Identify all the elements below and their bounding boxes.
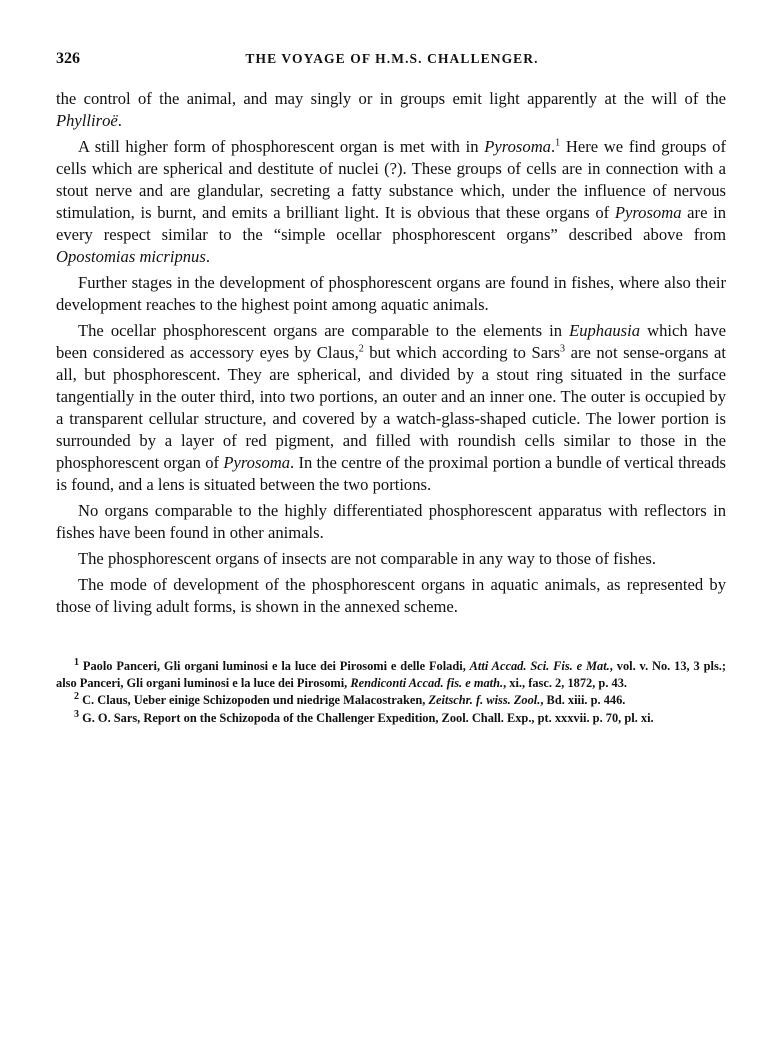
paragraph-5: No organs comparable to the highly differentiated phosphorescent apparatus with reflectors in fishes have been found in other animals. [56,501,726,542]
paragraph-7: The mode of development of the phosphorescent organs in aquatic animals, as represented by those of living adult forms, is shown in the annexed scheme. [56,575,726,616]
footnote-ref-2: 2 [358,343,364,355]
footnote-ref-1: 1 [555,137,561,149]
paragraph-4: The ocellar phosphorescent organs are comparable to the elements in Euphausia which have been considered as accessory eyes by Claus,$^2$ but which according to Sars$^3$ are not sense-organs at all, but phosphorescent. They are spherical, and divided by a stout ring situated in the surface tangentially in the outer third, into two portions, an outer and an inner one. The outer is occupied by a transparent cellular structure, and covered by a watch-glass-shaped cuticle. The lower portion is surrounded by a layer of red pigment, and filled with roundish cells similar to those in the phosphorescent organ of Pyrosoma. In the centre of the proximal portion a bundle of vertical threads is found, and a lens is situated between the two portions. [56,321,727,494]
footnote-2: $^2$ C. Claus, Ueber einige Schizopoden und niedrige Malacostraken, Zeitschr. f. wiss. Zool., Bd. xiii. p. 446. [74,690,626,707]
footnote-ref-3: 3 [560,343,566,355]
paragraph-3: Further stages in the development of phosphorescent organs are found in fishes, where also their development reaches to the highest point among aquatic animals. [56,273,726,314]
running-title: THE VOYAGE OF H.M.S. CHALLENGER. [245,51,539,66]
paragraph-1: the control of the animal, and may singly or in groups emit light apparently at the will of the Phyllirоë. [56,89,726,130]
paragraph-2: A still higher form of phosphorescent organ is met with in Pyrosoma.$^1$ Here we find groups of cells which are spherical and destitute of nuclei (?). These groups of cells are in connection with a stout nerve and are glandular, secreting a fatty substance which, under the influence of nervous stimulation, is burnt, and emits a brilliant light. It is obvious that these organs of Pyrosoma are in every respect similar to the “simple ocellar phosphorescent organs” described above from Opostomias micripnus. [56,137,726,266]
paragraph-6: The phosphorescent organs of insects are not comparable in any way to those of fishes. [78,549,657,568]
footnotes [56,658,726,727]
footnote-3: $^3$ G. O. Sars, Report on the Schizopoda of the Challenger Expedition, Zool. Chall. Exp., pt. xxxvii. p. 70, pl. xi. [74,708,654,725]
body-text [56,88,726,622]
footnote-1: $^1$ Paolo Panceri, Gli organi luminosi e la luce dei Pirosomi e delle Foladi, Atti Accad. Sci. Fis. e Mat., vol. v. No. 13, 3 pls.; also Panceri, Gli organi luminosi e la luce dei Pirosomi, Rendiconti Accad. fis. e math., xi., fasc. 2, 1872, p. 43. [56,656,726,690]
running-head [56,50,728,74]
page-number: 326 [56,50,80,67]
